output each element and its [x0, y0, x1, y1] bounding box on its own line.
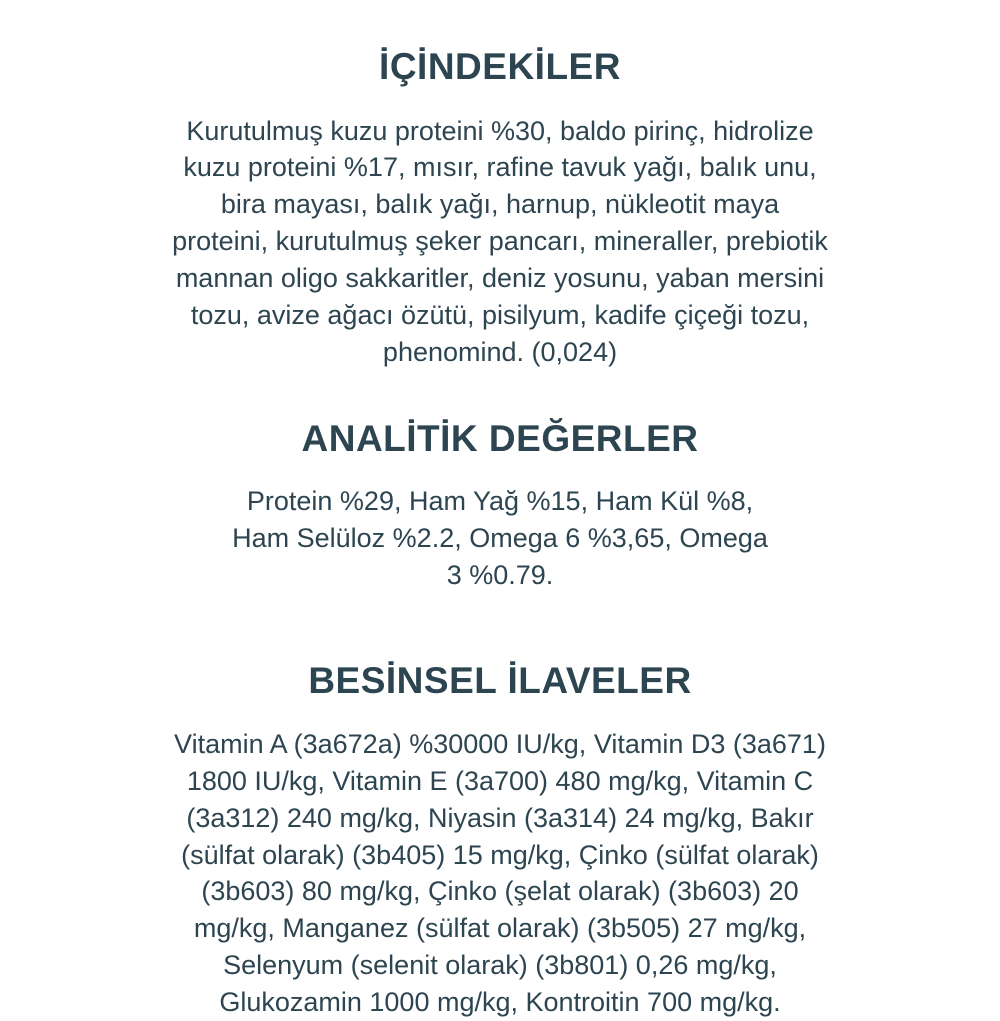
section-body-ingredients: Kurutulmuş kuzu proteini %30, baldo pirinç, hidrolize kuzu proteini %17, mısır, rafine tavuk yağı, balık unu, bira mayası, balık yağı, harnup, nükleotit maya proteini, kurutulmuş şeker pancarı, mineraller, prebiotik mannan oligo sakkaritler, deniz yosunu, yaban mersini tozu, avize ağacı özütü, pisilyum, kadife çiçeği tozu, phenomind. (0,024) — [172, 115, 828, 367]
section-title-nutritional-additives: BESİNSEL İLAVELER — [308, 659, 692, 701]
section-ingredients — [110, 46, 890, 370]
section-title-analytical-values: ANALİTİK DEĞERLER — [301, 418, 699, 460]
section-nutritional-additives — [110, 660, 890, 1021]
section-analytical-values — [110, 418, 890, 593]
section-body-nutritional-additives: Vitamin A (3a672a) %30000 IU/kg, Vitamin D3 (3a671) 1800 IU/kg, Vitamin E (3a700) 480 mg/kg, Vitamin C (3a312) 240 mg/kg, Niyasin (3a314) 24 mg/kg, Bakır (sülfat olarak) (3b405) 15 mg/kg, Çinko (sülfat olarak) (3b603) 80 mg/kg, Çinko (şelat olarak) (3b603) 20 mg/kg, Manganez (sülfat olarak) (3b505) 27 mg/kg, Selenyum (selenit olarak) (3b801) 0,26 mg/kg, Glukozamin 1000 mg/kg, Kontroitin 700 mg/kg. — [174, 729, 826, 1017]
section-body-analytical-values: Protein %29, Ham Yağ %15, Ham Kül %8, Ham Selüloz %2.2, Omega 6 %3,65, Omega 3 %0.79. — [232, 486, 768, 590]
section-title-ingredients: İÇİNDEKİLER — [379, 46, 621, 87]
